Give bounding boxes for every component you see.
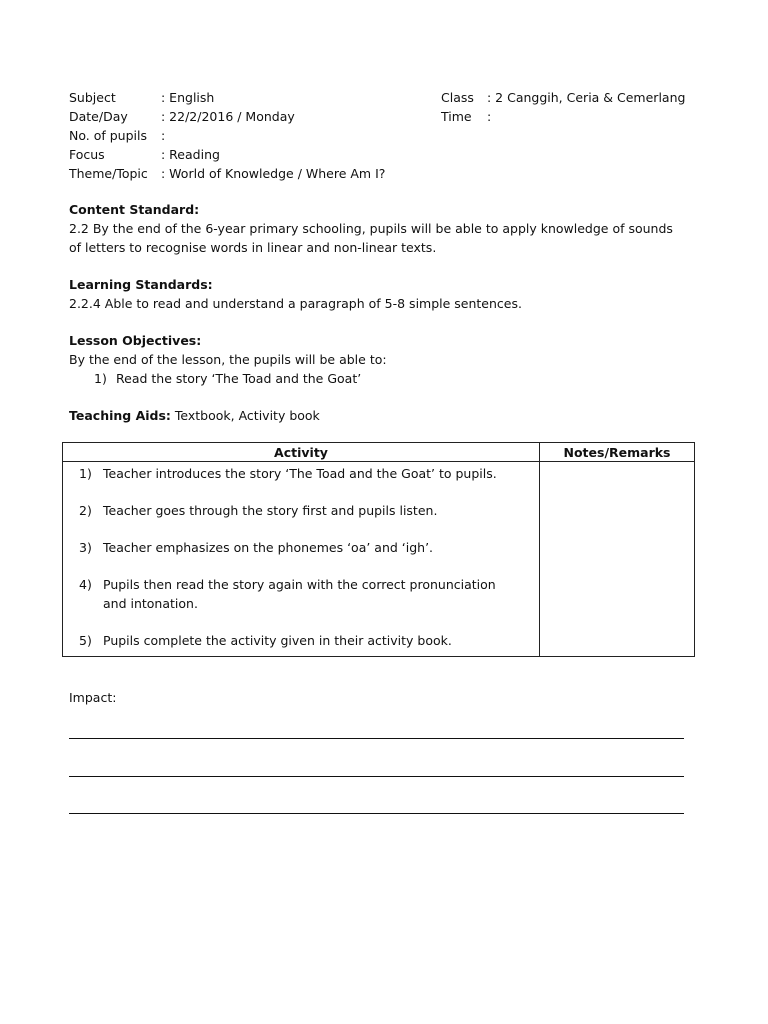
theme-label: Theme/Topic [69,166,148,181]
date-value: : 22/2/2016 / Monday [161,109,295,124]
content-standard-line-1: 2.2 By the end of the 6-year primary schooling, pupils will be able to apply knowledge of sounds [69,221,673,236]
list-item [63,575,539,613]
notes-cell [540,462,695,657]
activity-list [63,462,539,656]
activity-number: 4) [79,577,92,592]
impact-label: Impact: [69,690,117,705]
impact-line [69,738,684,739]
activity-text: Teacher emphasizes on the phonemes ‘oa’ and ‘igh’. [103,540,434,555]
time-row [441,107,491,126]
lesson-objectives-intro: By the end of the lesson, the pupils will be able to: [69,352,387,367]
class-label: Class [441,90,474,105]
activity-number: 1) [79,466,92,481]
theme-row [69,164,385,183]
activity-text: Pupils complete the activity given in their activity book. [103,633,452,648]
learning-standards-text: 2.2.4 Able to read and understand a paragraph of 5-8 simple sentences. [69,296,522,311]
time-value: : [487,109,492,124]
table-row [63,462,695,657]
list-item [63,538,539,557]
content-standard-line-2: of letters to recognise words in linear and non-linear texts. [69,240,437,255]
activity-table [62,442,695,657]
activity-text: Pupils then read the story again with the correct pronunciation [103,577,496,592]
activity-text-continued: and intonation. [103,596,198,611]
table-header-row [63,443,695,462]
focus-row [69,145,220,164]
content-standard-heading: Content Standard: [69,202,200,217]
theme-value: : World of Knowledge / Where Am I? [161,166,386,181]
activity-text: Teacher goes through the story first and pupils listen. [103,503,438,518]
learning-standards-heading: Learning Standards: [69,277,213,292]
activity-number: 2) [79,503,92,518]
time-label: Time [441,109,472,124]
objective-text: Read the story ‘The Toad and the Goat’ [116,371,362,386]
subject-value: : English [161,90,215,105]
activity-column-header: Activity [63,443,540,462]
activity-number: 5) [79,633,92,648]
lesson-objectives-heading: Lesson Objectives: [69,333,202,348]
activity-text: Teacher introduces the story ‘The Toad and the Goat’ to pupils. [103,466,497,481]
activity-number: 3) [79,540,92,555]
notes-column-header: Notes/Remarks [540,443,695,462]
teaching-aids-row [69,406,320,425]
objective-number: 1) [94,371,107,386]
pupils-label: No. of pupils [69,128,147,143]
objective-item [94,369,361,388]
date-row [69,107,295,126]
focus-label: Focus [69,147,105,162]
impact-line [69,813,684,814]
focus-value: : Reading [161,147,220,162]
teaching-aids-text: Textbook, Activity book [174,408,320,423]
subject-label: Subject [69,90,116,105]
class-value: : 2 Canggih, Ceria & Cemerlang [487,90,686,105]
teaching-aids-heading: Teaching Aids: [69,408,171,423]
list-item [63,464,539,483]
list-item [63,631,539,650]
list-item [63,501,539,520]
date-label: Date/Day [69,109,128,124]
pupils-value: : [161,128,166,143]
subject-row [69,88,214,107]
class-row [441,88,685,107]
impact-line [69,776,684,777]
pupils-row [69,126,165,145]
activity-cell [63,462,540,657]
